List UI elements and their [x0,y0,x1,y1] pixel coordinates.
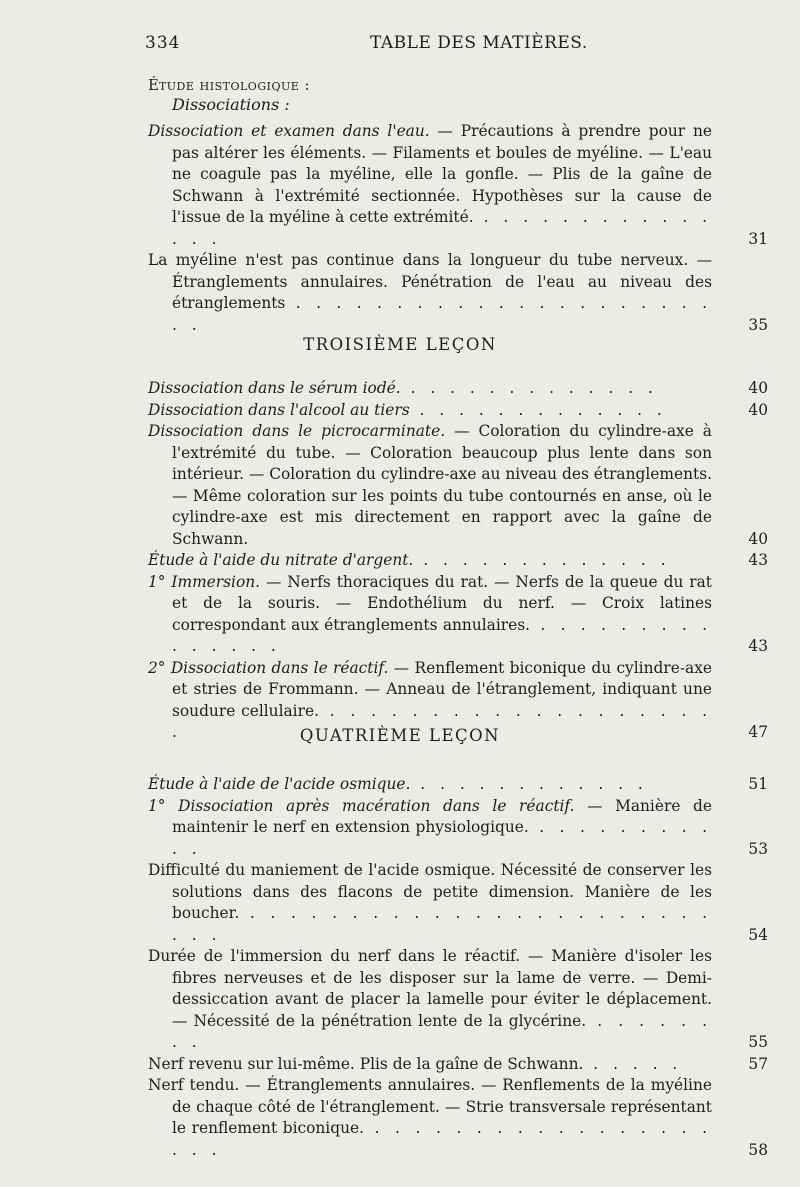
entry-page: 43 [748,551,768,569]
entry-title: Étude à l'aide de l'acide osmique. [148,775,411,793]
dot-leader: . . . . . . . . . . . [172,818,712,858]
dot-leader: . . . . . . . . . . . . . . . . . . . . [172,1119,712,1159]
entry-title: Étude à l'aide du nitrate d'argent. [148,551,414,569]
entry-title: Dissociation dans l'alcool au tiers [148,400,410,419]
lesson-3-entries [148,378,768,744]
entry-title: 1° Immersion. [148,572,261,591]
dot-leader: . . . . . . . . . . . . . . . [172,615,713,655]
section-label-initial: É [148,76,159,94]
entry-page: 54 [748,925,768,944]
dot-leader: . . . . . . . . . . . . . [409,400,667,419]
entry-title: Dissociation et examen dans l'eau. [148,122,430,140]
entry-page: 47 [748,723,768,741]
dot-leader: . . . . . . . . . . . . . . . . . . . . [172,701,713,741]
subsection-label: Dissociations : [172,95,290,114]
toc-entry [148,550,768,572]
entry-text: — Nerfs thoraciques du rat. — Nerfs de la queue du rat et de la souris. — Endothélium du nerf. — Croix latines correspondant aux étranglements annulaires. [172,572,712,634]
entry-text: — Coloration du cylindre-axe à l'extrémité du tube. — Coloration beaucoup plus lente dans son intérieur. — Coloration du cylindre-axe au niveau des étranglements. — Même coloration sur les points du tube contournés en anse, où le cylindre-axe est mis directement en rapport avec la gaîne de Schwann. [172,422,712,548]
entry-page: 43 [748,637,768,655]
toc-entry [148,860,768,946]
entry-page: 55 [748,1033,768,1051]
entry-text: — Renflement biconique du cylindre-axe et stries de Frommann. — Anneau de l'étranglement, indiquant une soudure cellulaire. [172,658,712,720]
dot-leader: . . . . . . . . . . . . . [400,379,658,397]
dot-leader: . . . . . . . . [172,1011,712,1051]
entry-title: Dissociation dans le picrocarminate. [148,422,446,440]
entry-text: La myéline n'est pas continue dans la longueur du tube nerveux. — Étranglements annulaires. Pénétration de l'eau au niveau des étranglements [148,251,712,312]
toc-entry [148,121,768,250]
entry-text: — Manière de maintenir le nerf en extension physiologique. [172,796,712,836]
entry-page: 40 [748,400,768,419]
entry-page: 40 [748,379,768,397]
toc-entry [148,421,768,550]
toc-entry [148,774,768,796]
section-1-entries [148,121,768,336]
lesson-title-3: TROISIÈME LEÇON [303,335,497,354]
page-number: 334 [145,33,181,53]
toc-entry [148,1075,768,1161]
entry-title: Dissociation dans le sérum iodé. [148,379,401,397]
dot-leader: . . . . . . . . . . . . . . . . . . . . . . . . . . [172,904,712,944]
entry-text: — Précautions à prendre pour ne pas altérer les éléments. — Filaments et boules de myéline. — L'eau ne coagule pas la myéline, elle la gonfle. — Plis de la gaîne de Schwann à l'extrémité sectionnée. Hypothèses sur la cause de l'issue de la myéline à cette extrémité. [172,122,712,226]
entry-text: Durée de l'immersion du nerf dans le réactif. — Manière d'isoler les fibres nerveuses et de les disposer sur la lame de verre. — Demi-dessiccation avant de placer la lamelle pour éviter le déplacement. — Nécessité de la pénétration lente de la glycérine. [148,947,712,1030]
entry-page: 35 [748,315,768,334]
entry-text: Nerf tendu. — Étranglements annulaires. — Renflements de la myéline de chaque côté de l'étranglement. — Strie transversale représentant le renflement biconique. [148,1076,712,1137]
entry-page: 58 [748,1140,768,1159]
entry-page: 53 [748,839,768,858]
toc-entry [148,400,768,422]
entry-page: 31 [748,229,768,248]
toc-entry [148,796,768,861]
entry-title: 2° Dissociation dans le réactif. [148,658,389,677]
entry-text: Nerf revenu sur lui-même. Plis de la gaîne de Schwann. [148,1054,584,1073]
dot-leader: . . . . . . . . . . . . . . . [172,208,712,248]
lesson-title-4: QUATRIÈME LEÇON [299,726,501,745]
toc-entry [148,378,768,400]
dot-leader: . . . . . . . . . . . . . . . . . . . . . . . [172,294,712,334]
entry-page: 40 [748,529,768,548]
running-head [145,33,725,57]
entry-title: 1° Dissociation après macération dans le réactif. [148,796,575,815]
running-title: TABLE DES MATIÈRES. [370,33,588,53]
entry-page: 51 [748,775,768,793]
dot-leader: . . . . . . . . . . . . . [413,551,671,569]
dot-leader: . . . . . . . . . . . . [410,775,648,793]
entry-text: Difficulté du maniement de l'acide osmique. Nécessité de conserver les solutions dans des flacons de petite dimension. Manière de les boucher. [148,861,712,922]
section-label [148,76,310,94]
toc-entry [148,1054,768,1076]
toc-entry [148,572,768,658]
toc-entry [148,946,768,1054]
toc-entry [148,250,768,336]
section-label-rest: tude histologique : [158,76,311,94]
dot-leader: . . . . . [583,1054,683,1073]
lesson-4-entries [148,774,768,1161]
entry-page: 57 [748,1054,768,1073]
